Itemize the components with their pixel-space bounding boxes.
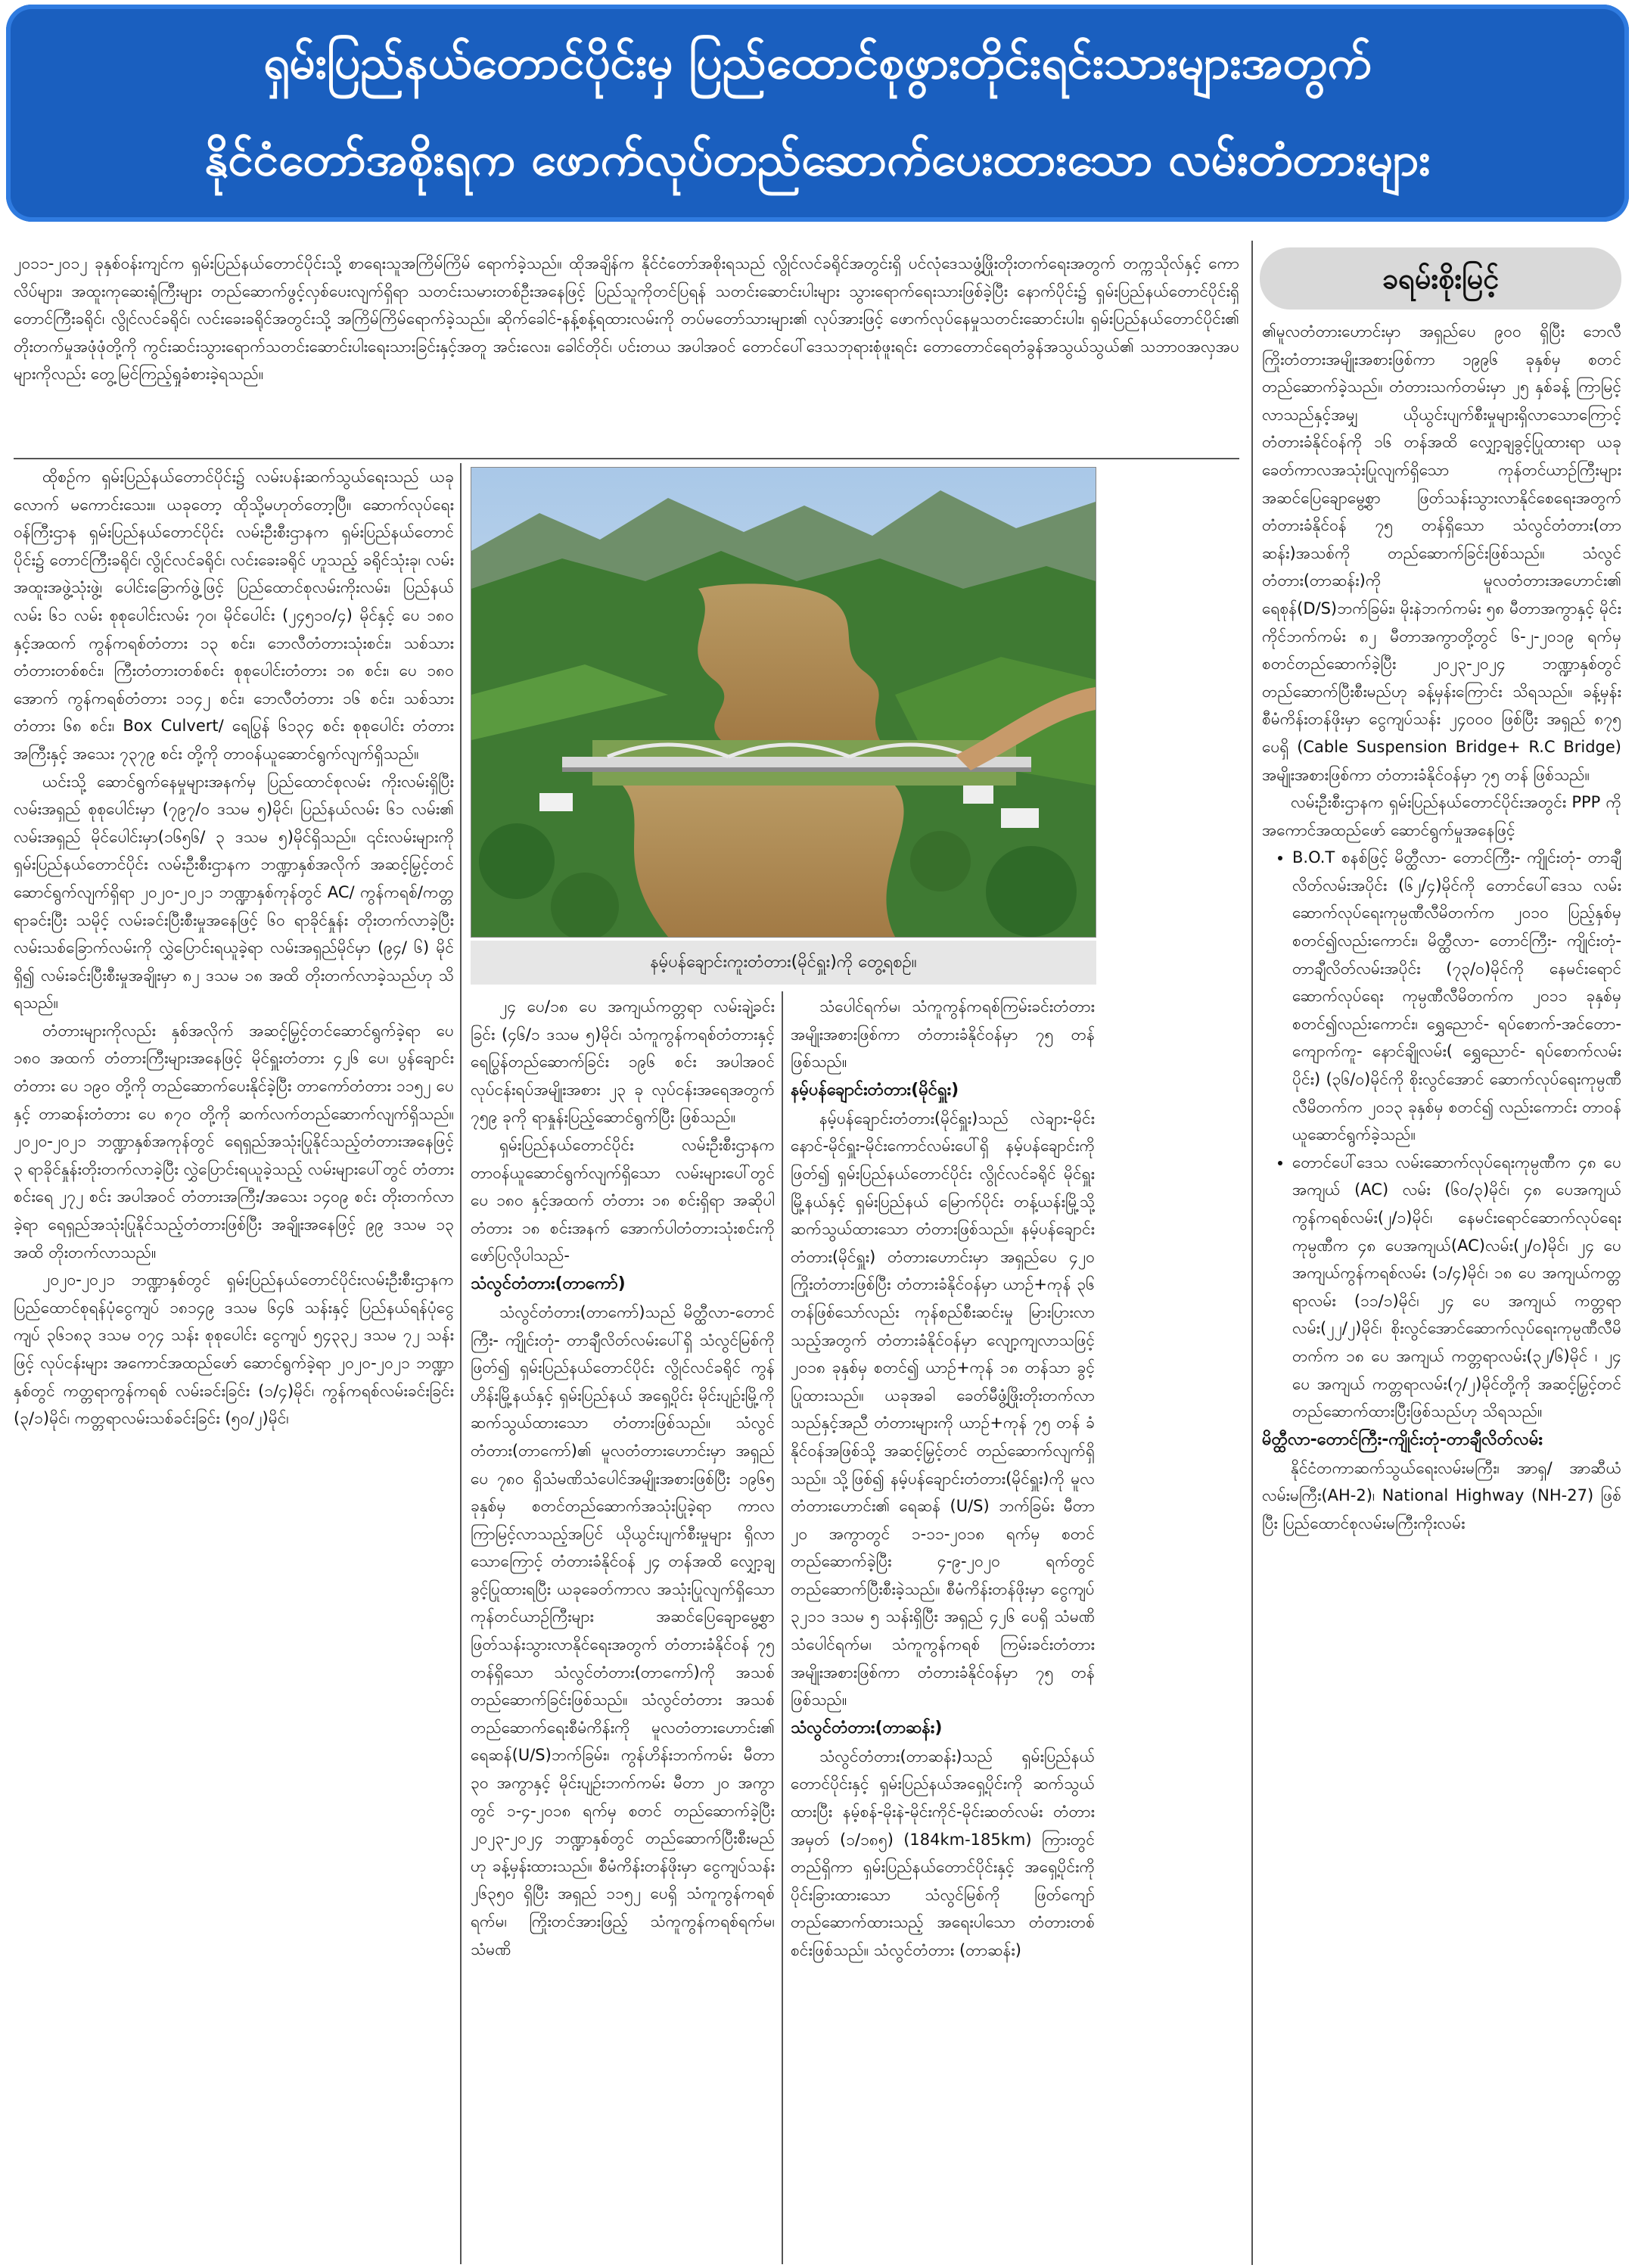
bridge-photo: [471, 467, 1096, 938]
column-divider-right: [1251, 241, 1253, 2265]
bullet-item: • တောင်ပေါ်ဒေသ လမ်းဆောက်လုပ်ရေးကုမ္ပဏီက ၄၈ ပေအကျယ် (AC) လမ်း (၆၀/၃)မိုင်၊ ၄၈ ပေအကျယ်ကွန်ကရစ်လမ်း(၂/၁)မိုင်၊ နေမင်းရောင်ဆောက်လုပ်ရေးကုမ္ပဏီက ၄၈ ပေအကျယ်(AC)လမ်း(၂/၀)မိုင်၊ ၂၄ ပေ အကျယ်ကွန်ကရစ်လမ်း (၁/၄)မိုင်၊ ၁၈ ပေ အကျယ်ကတ္တရာလမ်း (၁၁/၁)မိုင်၊ ၂၄ ပေ အကျယ် ကတ္တရာလမ်း(၂၂/၂)မိုင်၊ စိုးလွင်အောင်ဆောက်လုပ်ရေးကုမ္ပဏီလီမိတက်က ၁၈ ပေ အကျယ် ကတ္တရာလမ်း(၃၂/၆)မိုင် ၊ ၂၄ ပေ အကျယ် ကတ္တရာလမ်း(၇/၂)မိုင်တို့ကို အဆင့်မြှင့်တင် တည်ဆောက်ထားပြီးဖြစ်သည်ဟု သိရသည်။: [1292, 1149, 1621, 1426]
photo-caption: နမ့်ပန်ချောင်းကူးတံတား(မိုင်ရှူး)ကို တွေ့ရစဉ်။: [471, 941, 1096, 985]
bridge-photo-illustration: [471, 468, 1096, 937]
column-divider-1: [460, 463, 462, 2264]
paragraph: ယင်းသို့ ဆောင်ရွက်နေမှုများအနက်မှ ပြည်ထောင်စုလမ်း ကိုးလမ်းရှိပြီး လမ်းအရှည် စုစုပေါင်းမှာ (၇၉၇/၀ ဒသမ ၅)မိုင်၊ ပြည်နယ်လမ်း ၆၁ လမ်း၏ လမ်းအရှည် မိုင်ပေါင်းမှာ(၁၆၅၆/ ၃ ဒသမ ၅)မိုင်ရှိသည်။ ၎င်းလမ်းများကို ရှမ်းပြည်နယ်တောင်ပိုင်း လမ်းဦးစီးဌာနက ဘဏ္ဍာနှစ်အလိုက် အဆင့်မြှင့်တင် ဆောင်ရွက်လျက်ရှိရာ ၂၀၂၀-၂၀၂၁ ဘဏ္ဍာနှစ်ကုန်တွင် AC/ ကွန်ကရစ်/ကတ္တရာခင်းပြီး သမိုင့် လမ်းခင်းပြီးစီးမှုအနေဖြင့် ၆၀ ရာခိုင်နှုန်း တိုးတက်လာခဲ့ပြီး လမ်းသစ်ခြောက်လမ်းကို လွှဲပြောင်းရယူခဲ့ရာ လမ်းအရှည်မိုင်မှာ (၉၄/ ၆) မိုင်ရှိ၍ လမ်းခင်းပြီးစီးမှုအချိုးမှာ ၈၂ ဒသမ ၁၈ အထိ တိုးတက်လာခဲ့သည်ဟု သိရသည်။: [14, 772, 454, 1013]
paragraph: လမ်းဦးစီးဌာနက ရှမ်းပြည်နယ်တောင်ပိုင်းအတွင်း PPP ကို အကောင်အထည်ဖော် ဆောင်ရွက်မှုအနေဖြင့်: [1262, 793, 1621, 839]
article-column-4: [1262, 318, 1621, 2264]
headline-line-1: ရှမ်းပြည်နယ်တောင်ပိုင်းမှ ပြည်ထောင်စုဖွားတိုင်းရင်းသားများအတွက်: [263, 36, 1372, 89]
intro-divider: [14, 458, 1239, 459]
bullet-list: [1262, 844, 1621, 1425]
paragraph: တံတားများကိုလည်း နှစ်အလိုက် အဆင့်မြှင့်တင်ဆောင်ရွက်ခဲ့ရာ ပေ ၁၈၀ အထက် တံတားကြီးများအနေဖြင့် မိုင်ရှူးတံတား ၄၂၆ ပေ၊ ပွန်ချောင်းတံတား ပေ ၁၉၀ တို့ကို တည်ဆောက်ပေးနိုင်ခဲ့ပြီး တာကော်တံတား ၁၁၅၂ ပေနှင့် တာဆန်းတံတား ပေ ၈၇၀ တို့ကို ဆက်လက်တည်ဆောက်လျက်ရှိသည်။ ၂၀၂၀-၂၀၂၁ ဘဏ္ဍာနှစ်အကုန်တွင် ရေရှည်အသုံးပြုနိုင်သည့်တံတားအနေဖြင့် ၃ ရာခိုင်နှုန်းတိုးတက်လာခဲ့ပြီး လွှဲပြောင်းရယူခဲ့သည့် လမ်းများပေါ်တွင် တံတားစင်းရေ ၂၇၂ စင်း အပါအဝင် တံတားအကြီး/အသေး ၁၄၀၉ စင်း တိုးတက်လာခဲ့ရာ ရေရှည်အသုံးပြုနိုင်သည့်တံတားဖြစ်ပြီး အချိုးအနေဖြင့် ၉၉ ဒသမ ၁၃ အထိ တိုးတက်လာသည်။: [14, 1021, 454, 1262]
paragraph: နိုင်ငံတကာဆက်သွယ်ရေးလမ်းမကြီး၊ အာရှ/ အာဆီယံလမ်းမကြီး(AH-2)၊ National Highway (NH-27) ဖြစ်ပြီး ပြည်ထောင်စုလမ်းမကြီးကိုးလမ်း: [1262, 1458, 1621, 1532]
bullet-item: • B.O.T စနစ်ဖြင့် မိတ္ထီလာ- တောင်ကြီး- ကျိုင်းတုံ- တာချီလိတ်လမ်းအပိုင်း (၆၂/၄)မိုင်ကို တောင်ပေါ်ဒေသ လမ်းဆောက်လုပ်ရေးကုမ္ပဏီလီမိတက်က ၂၀၁၀ ပြည့်နှစ်မှ စတင်၍လည်းကောင်း၊ မိတ္ထီလာ- တောင်ကြီး- ကျိုင်းတုံ- တာချီလိတ်လမ်းအပိုင်း (၇၃/၀)မိုင်ကို နေမင်းရောင်ဆောက်လုပ်ရေး ကုမ္ပဏီလီမိတက်က ၂၀၁၁ ခုနှစ်မှ စတင်၍လည်းကောင်း၊ ရွှေညောင်- ရပ်စောက်-အင်တော- ကျောက်ကူ- နောင်ချိုလမ်း( ရွှေညောင်- ရပ်စောက်လမ်းပိုင်း) (၃၆/၀)မိုင်ကို စိုးလွင်အောင် ဆောက်လုပ်ရေးကုမ္ပဏီလီမိတက်က ၂၀၁၃ ခုနှစ်မှ စတင်၍ လည်းကောင်း တာဝန်ယူဆောင်ရွက်ခဲ့သည်။: [1292, 844, 1621, 1149]
byline: ခရမ်းစိုးမြင့်: [1260, 247, 1621, 310]
intro-text: ၂၀၁၁-၂၀၁၂ ခုနှစ်ဝန်းကျင်က ရှမ်းပြည်နယ်တောင်ပိုင်းသို့ စာရေးသူအကြိမ်ကြိမ် ရောက်ခဲ့သည်။ ထိုအချိန်က နိုင်ငံတော်အစိုးရသည် လွိုင်လင်ခရိုင်အတွင်းရှိ ပင်လုံဒေသဖွံ့ဖြိုးတိုးတက်ရေးအတွက် တက္ကသိုလ်နှင့် ကောလိပ်များ၊ အထူးကုဆေးရုံကြီးများ တည်ဆောက်ဖွင့်လှစ်ပေးလျက်ရှိရာ သတင်းသမားတစ်ဦးအနေဖြင့် ပြည်သူကိုတင်ပြရန် သတင်းဆောင်းပါးများ သွားရောက်ရေးသားဖြစ်ခဲ့ပြီး နောက်ပိုင်း၌ ရှမ်းပြည်နယ်တောင်ပိုင်းရှိ တောင်ကြီးခရိုင်၊ လွိုင်လင်ခရိုင်၊ လင်းခေးခရိုင်အတွင်းသို့ အကြိမ်ကြိမ်ရောက်ခဲ့သည်။ ဆိုက်ခေါင်-နန့်စန့်ရထားလမ်းကို တပ်မတော်သားများ၏ လုပ်အားဖြင့် ဖောက်လုပ်နေမှုသတင်းဆောင်းပါး၊ ရှမ်းပြည်နယ်တောင်ပိုင်း၏ တိုးတက်မှုအဖုံဖုံတို့ကို ကွင်းဆင်းသွားရောက်သတင်းဆောင်းပါးရေးသားခြင်းနှင့်အတူ အင်းလေး၊ ခေါင်တိုင်၊ ပင်းတယ အပါအဝင် တောင်ပေါ်ဒေသဘုရားစုံဖူးရင်း တောတောင်ရေတံခွန်အသွယ်သွယ်၏ သဘာဝအလှအပများကိုလည်း တွေ့မြင်ကြည့်ရှုခံစားခဲ့ရသည်။: [14, 254, 1239, 384]
paragraph: သံလွင်တံတား(တာကော်)သည် မိတ္ထီလာ-တောင်ကြီး- ကျိုင်းတုံ- တာချီလိတ်လမ်းပေါ်ရှိ သံလွင်မြစ်ကိုဖြတ်၍ ရှမ်းပြည်နယ်တောင်ပိုင်း လွိုင်လင်ခရိုင် ကွန်ဟိန်းမြို့နယ်နှင့် ရှမ်းပြည်နယ် အရှေ့ပိုင်း မိုင်းပျဉ်းမြို့ကို ဆက်သွယ်ထားသော တံတားဖြစ်သည်။ သံလွင်တံတား(တာကော်)၏ မူလတံတားဟောင်းမှာ အရှည်ပေ ၇၈၀ ရှိသံမဏိသံပေါင်အမျိုးအစားဖြစ်ပြီး ၁၉၆၅ ခုနှစ်မှ စတင်တည်ဆောက်အသုံးပြုခဲ့ရာ ကာလကြာမြင့်လာသည့်အပြင် ယိုယွင်းပျက်စီးမှုများ ရှိလာသောကြောင့် တံတားခံနိုင်ဝန် ၂၄ တန်အထိ လျှော့ချ ခွင့်ပြုထားရပြီး ယခုခေတ်ကာလ အသုံးပြုလျက်ရှိသော ကုန်တင်ယာဉ်ကြီးများ အဆင်ပြေချောမွေ့စွာ ဖြတ်သန်းသွားလာနိုင်ရေးအတွက် တံတားခံနိုင်ဝန် ၇၅ တန်ရှိသော သံလွင်တံတား(တာကော်)ကို အသစ် တည်ဆောက်ခြင်းဖြစ်သည်။ သံလွင်တံတား အသစ် တည်ဆောက်ရေးစီမံကိန်းကို မူလတံတားဟောင်း၏ ရေဆန်(U/S)ဘက်ခြမ်း၊ ကွန်ဟိန်းဘက်ကမ်း မီတာ ၃၀ အကွာနှင့် မိုင်းပျဉ်းဘက်ကမ်း မီတာ ၂၀ အကွာတွင် ၁-၄-၂၀၁၈ ရက်မှ စတင် တည်ဆောက်ခဲ့ပြီး ၂၀၂၃-၂၀၂၄ ဘဏ္ဍာနှစ်တွင် တည်ဆောက်ပြီးစီးမည်ဟု ခန့်မှန်းထားသည်။ စီမံကိန်းတန်ဖိုးမှာ ငွေကျပ်သန်း ၂၆၃၅၀ ရှိပြီး အရှည် ၁၁၅၂ ပေရှိ သံကူကွန်ကရစ်ရက်မ၊ ကြိုးတင်အားဖြည့် သံကူကွန်ကရစ်ရက်မ၊ သံမဏိ: [471, 1302, 775, 1958]
section-heading: မိတ္ထီလာ-တောင်ကြီး-ကျိုင်းတုံ-တာချီလိတ်လမ်း: [1262, 1430, 1543, 1449]
section-heading: သံလွင်တံတား(တာဆန်း): [791, 1718, 943, 1738]
paragraph: ၂၀၂၀-၂၀၂၁ ဘဏ္ဍာနှစ်တွင် ရှမ်းပြည်နယ်တောင်ပိုင်းလမ်းဦးစီးဌာနက ပြည်ထောင်စုရန်ပုံငွေကျပ် ၁၈၁၄၉ ဒသမ ၆၄၆ သန်းနှင့် ပြည်နယ်ရန်ပုံငွေကျပ် ၃၆၁၈၃ ဒသမ ၀၇၄ သန်း စုစုပေါင်း ငွေကျပ် ၅၄၃၃၂ ဒသမ ၇၂ သန်းဖြင့် လုပ်ငန်းများ အကောင်အထည်ဖော် ဆောင်ရွက်ခဲ့ရာ ၂၀၂၀-၂၀၂၁ ဘဏ္ဍာနှစ်တွင် ကတ္တရာကွန်ကရစ် လမ်းခင်းခြင်း (၁/၄)မိုင်၊ ကွန်ကရစ်လမ်းခင်းခြင်း (၃/၁)မိုင်၊ ကတ္တရာလမ်းသစ်ခင်းခြင်း (၅၀/၂)မိုင်၊: [14, 1271, 454, 1428]
paragraph: သံလွင်တံတား(တာဆန်း)သည် ရှမ်းပြည်နယ်တောင်ပိုင်းနှင့် ရှမ်းပြည်နယ်အရှေ့ပိုင်းကို ဆက်သွယ်ထားပြီး နမ့်စန်-မိုးနဲ-မိုင်းကိုင်-မိုင်းဆတ်လမ်း တံတားအမှတ် (၁/၁၈၅) (184km-185km) ကြားတွင် တည်ရှိကာ ရှမ်းပြည်နယ်တောင်ပိုင်းနှင့် အရှေ့ပိုင်းကို ပိုင်းခြားထားသော သံလွင်မြစ်ကို ဖြတ်ကျော်တည်ဆောက်ထားသည့် အရေးပါသော တံတားတစ်စင်းဖြစ်သည်။ သံလွင်တံတား (တာဆန်း): [791, 1747, 1095, 1959]
paragraph: ရှမ်းပြည်နယ်တောင်ပိုင်း လမ်းဦးစီးဌာနက တာဝန်ယူဆောင်ရွက်လျက်ရှိသော လမ်းများပေါ်တွင် ပေ ၁၈၀ နှင့်အထက် တံတား ၁၈ စင်းရှိရာ အဆိုပါတံတား ၁၈ စင်းအနက် အောက်ပါတံတားသုံးစင်းကို ဖော်ပြလိုပါသည်-: [471, 1135, 775, 1265]
section-heading: နမ့်ပန်ချောင်းတံတား(မိုင်ရှူး): [791, 1080, 959, 1100]
intro-paragraph: [14, 250, 1239, 454]
paragraph: နမ့်ပန်ချောင်းတံတား(မိုင်ရှူး)သည် လဲချား-မိုင်းနောင်-မိုင်ရှူး-မိုင်းကောင်လမ်းပေါ်ရှိ နမ့်ပန်ချောင်းကိုဖြတ်၍ ရှမ်းပြည်နယ်တောင်ပိုင်း လွိုင်လင်ခရိုင် မိုင်ရှူးမြို့နယ်နှင့် ရှမ်းပြည်နယ် မြောက်ပိုင်း တန့်ယန်းမြို့သို့ ဆက်သွယ်ထားသော တံတားဖြစ်သည်။ နမ့်ပန်ချောင်းတံတား(မိုင်ရှူး) တံတားဟောင်းမှာ အရှည်ပေ ၄၂၀ ကြိုးတံတားဖြစ်ပြီး တံတားခံနိုင်ဝန်မှာ ယာဉ်+ကုန် ၃၆ တန်ဖြစ်သော်လည်း ကုန်စည်စီးဆင်းမှု မြားပြားလာသည့်အတွက် တံတားခံနိုင်ဝန်မှာ လျော့ကျလာသဖြင့် ၂၀၁၈ ခုနှစ်မှ စတင်၍ ယာဉ်+ကုန် ၁၈ တန်သာ ခွင့်ပြုထားသည်။ ယခုအခါ ခေတ်မီဖွံ့ဖြိုးတိုးတက်လာသည်နှင့်အညီ တံတားများကို ယာဉ်+ကုန် ၇၅ တန် ခံနိုင်ဝန်အဖြစ်သို့ အဆင့်မြှင့်တင် တည်ဆောက်လျက်ရှိသည်။ သို့ဖြစ်၍ နမ့်ပန်ချောင်းတံတား(မိုင်ရှူး)ကို မူလတံတားဟောင်း၏ ရေဆန် (U/S) ဘက်ခြမ်း မီတာ ၂၀ အကွာတွင် ၁-၁၁-၂၀၁၈ ရက်မှ စတင်တည်ဆောက်ခဲ့ပြီး ၄-၉-၂၀၂၀ ရက်တွင် တည်ဆောက်ပြီးစီးခဲ့သည်။ စီမံကိန်းတန်ဖိုးမှာ ငွေကျပ် ၃၂၁၁ ဒသမ ၅ သန်းရှိပြီး အရှည် ၄၂၆ ပေရှိ သံမဏိသံပေါင်ရက်မ၊ သံကူကွန်ကရစ် ကြမ်းခင်းတံတားအမျိုးအစားဖြစ်ကာ တံတားခံနိုင်ဝန်မှာ ၇၅ တန် ဖြစ်သည်။: [791, 1109, 1095, 1710]
paragraph: သံပေါင်ရက်မ၊ သံကူကွန်ကရစ်ကြမ်းခင်းတံတား အမျိုးအစားဖြစ်ကာ တံတားခံနိုင်ဝန်မှာ ၇၅ တန် ဖြစ်သည်။: [791, 997, 1095, 1072]
paragraph: ၂၄ ပေ/၁၈ ပေ အကျယ်ကတ္တရာ လမ်းချဲ့ခင်းခြင်း (၄၆/၁ ဒသမ ၅)မိုင်၊ သံကူကွန်ကရစ်တံတားနှင့် ရေပြွန်တည်ဆောက်ခြင်း ၁၉၆ စင်း အပါအဝင် လုပ်ငန်းရပ်အမျိုးအစား ၂၃ ခု လုပ်ငန်းအရေအတွက် ၇၅၉ ခုကို ရာနှုန်းပြည့်ဆောင်ရွက်ပြီး ဖြစ်သည်။: [471, 997, 775, 1127]
paragraph: ထိုစဉ်က ရှမ်းပြည်နယ်တောင်ပိုင်း၌ လမ်းပန်းဆက်သွယ်ရေးသည် ယခုလောက် မကောင်းသေး။ ယခုတော့ ထိုသို့မဟုတ်တော့ပြီ။ ဆောက်လုပ်ရေးဝန်ကြီးဌာန ရှမ်းပြည်နယ်တောင်ပိုင်း လမ်းဦးစီးဌာနက ရှမ်းပြည်နယ်တောင်ပိုင်း၌ တောင်ကြီးခရိုင်၊ လွိုင်လင်ခရိုင်၊ လင်းခေးခရိုင် ဟူသည့် ခရိုင်သုံးခု၊ လမ်းအထူးအဖွဲ့သုံးဖွဲ့၊ ပေါင်းခြောက်ဖွဲ့ဖြင့် ပြည်ထောင်စုလမ်းကိုးလမ်း၊ ပြည်နယ်လမ်း ၆၁ လမ်း စုစုပေါင်းလမ်း ၇၀၊ မိုင်ပေါင်း (၂၄၅၁၀/၄) မိုင်နှင့် ပေ ၁၈၀ နှင့်အထက် ကွန်ကရစ်တံတား ၁၃ စင်း၊ ဘေလီတံတားသုံးစင်း၊ သစ်သားတံတားတစ်စင်း၊ ကြီးတံတားတစ်စင်း စုစုပေါင်းတံတား ၁၈ စင်း၊ ပေ ၁၈၀ အောက် ကွန်ကရစ်တံတား ၁၁၄၂ စင်း၊ ဘေလီတံတား ၁၆ စင်း၊ သစ်သားတံတား ၆၈ စင်း၊ Box Culvert/ ရေပြွန် ၆၁၃၄ စင်း စုစုပေါင်း တံတားအကြီးနှင့် အသေး ၇၃၇၉ စင်း တို့ကို တာဝန်ယူဆောင်ရွက်လျက်ရှိသည်။: [14, 468, 454, 763]
column-divider-2: [782, 991, 783, 2264]
paragraph: ၏မူလတံတားဟောင်းမှာ အရှည်ပေ ၉၀၀ ရှိပြီး ဘေလီကြိုးတံတားအမျိုးအစားဖြစ်ကာ ၁၉၉၆ ခုနှစ်မှ စတင်တည်ဆောက်ခဲ့သည်။ တံတားသက်တမ်းမှာ ၂၅ နှစ်ခန့် ကြာမြင့်လာသည်နှင့်အမျှ ယိုယွင်းပျက်စီးမှုများရှိလာသောကြောင့် တံတားခံနိုင်ဝန်ကို ၁၆ တန်အထိ လျှော့ချခွင့်ပြုထားရာ ယခုခေတ်ကာလအသုံးပြုလျက်ရှိသော ကုန်တင်ယာဉ်ကြီးများ အဆင်ပြေချောမွေ့စွာ ဖြတ်သန်းသွားလာနိုင်စေရေးအတွက် တံတားခံနိုင်ဝန် ၇၅ တန်ရှိသော သံလွင်တံတား(တာဆန်း)အသစ်ကို တည်ဆောက်ခြင်းဖြစ်သည်။ သံလွင်တံတား(တာဆန်း)ကို မူလတံတားအဟောင်း၏ ရေစုန်(D/S)ဘက်ခြမ်း၊ မိုးနဲဘက်ကမ်း ၅၈ မီတာအကွာနှင့် မိုင်းကိုင်ဘက်ကမ်း ၈၂ မီတာအကွာတို့တွင် ၆-၂-၂၀၁၉ ရက်မှ စတင်တည်ဆောက်ခဲ့ပြီး ၂၀၂၃-၂၀၂၄ ဘဏ္ဍာနှစ်တွင် တည်ဆောက်ပြီးစီးမည်ဟု ခန့်မှန်းကြောင်း သိရသည်။ ခန့်မှန်းစီမံကိန်းတန်ဖိုးမှာ ငွေကျပ်သန်း ၂၄၀၀၀ ဖြစ်ပြီး အရှည် ၈၇၅ ပေရှိ (Cable Suspension Bridge+ R.C Bridge) အမျိုးအစားဖြစ်ကာ တံတားခံနိုင်ဝန်မှာ ၇၅ တန် ဖြစ်သည်။: [1262, 322, 1621, 784]
headline-line-2: နိုင်ငံတော်အစိုးရက ဖောက်လုပ်တည်ဆောက်ပေးထားသော လမ်းတံတားများ: [204, 133, 1431, 186]
headline-banner: [6, 5, 1629, 222]
article-column-1: [14, 463, 454, 2264]
section-heading: သံလွင်တံတား(တာကော်): [471, 1274, 626, 1293]
article-column-2: [471, 993, 775, 2264]
article-column-3: [791, 993, 1095, 2264]
